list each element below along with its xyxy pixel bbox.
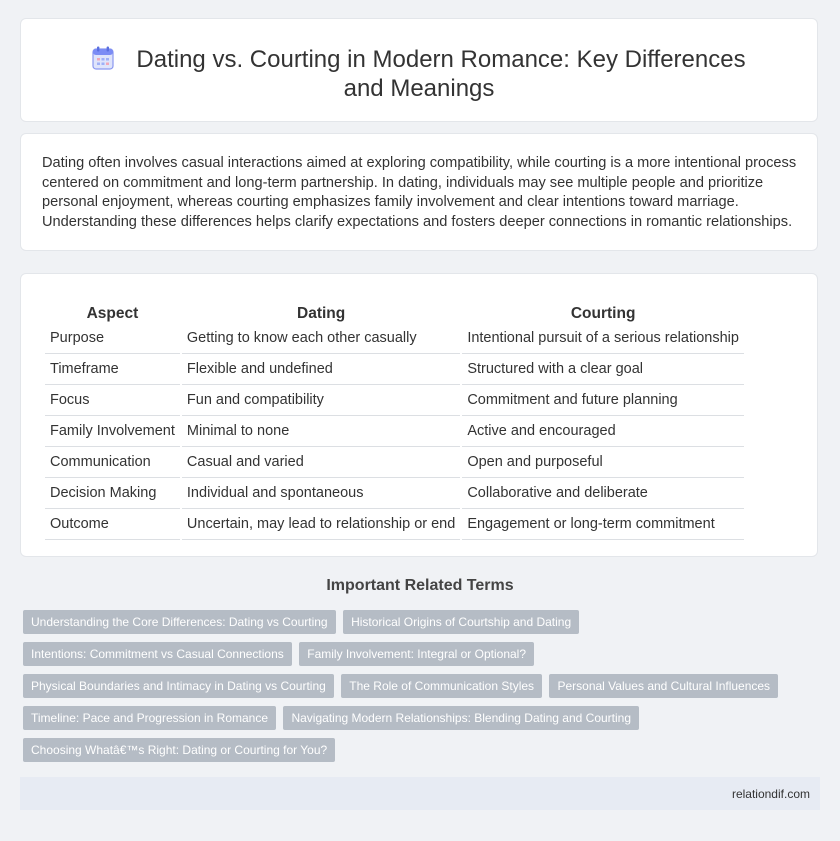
table-cell-aspect: Decision Making	[45, 478, 180, 509]
table-row	[45, 478, 744, 509]
table-row	[45, 416, 744, 447]
table-cell-dating: Getting to know each other casually	[182, 323, 460, 354]
table-cell-aspect: Focus	[45, 385, 180, 416]
table-cell-courting: Structured with a clear goal	[462, 354, 744, 385]
page-title-text: Dating vs. Courting in Modern Romance: Key Differences and Meanings	[136, 46, 746, 102]
related-term-tag[interactable]: Intentions: Commitment vs Casual Connections	[23, 642, 292, 666]
table-cell-aspect: Outcome	[45, 509, 180, 540]
table-row	[45, 447, 744, 478]
related-term-tag[interactable]: Timeline: Pace and Progression in Romance	[23, 706, 276, 730]
related-terms-heading: Important Related Terms	[326, 577, 514, 594]
page-title	[21, 19, 817, 103]
table-row	[45, 385, 744, 416]
related-term-tag[interactable]: Personal Values and Cultural Influences	[549, 674, 778, 698]
header-card	[20, 18, 818, 122]
footer	[20, 777, 820, 810]
table-cell-dating: Casual and varied	[182, 447, 460, 478]
table-cell-courting: Engagement or long-term commitment	[462, 509, 744, 540]
intro-card	[20, 133, 818, 251]
table-cell-dating: Individual and spontaneous	[182, 478, 460, 509]
table-cell-dating: Uncertain, may lead to relationship or end	[182, 509, 460, 540]
table-cell-aspect: Family Involvement	[45, 416, 180, 447]
related-term-tag[interactable]: Family Involvement: Integral or Optional?	[299, 642, 534, 666]
table-header-row	[45, 294, 744, 323]
intro-paragraph: Dating often involves casual interactions aimed at exploring compatibility, while courting is a more intentional process centered on commitment and long-term partnership. In dating, individuals may see multiple people and prioritize personal enjoyment, whereas courting emphasizes family involvement and clear intentions toward marriage. Understanding these differences helps clarify expectations and fosters deeper connections in romantic relationships.	[42, 155, 797, 230]
related-term-tag[interactable]: Choosing Whatâ€™s Right: Dating or Courting for You?	[23, 738, 335, 762]
column-header-courting: Courting	[570, 305, 636, 322]
related-term-tag[interactable]: Historical Origins of Courtship and Dating	[343, 610, 579, 634]
related-term-tag[interactable]: Physical Boundaries and Intimacy in Dating vs Courting	[23, 674, 334, 698]
comparison-table	[43, 294, 746, 540]
table-cell-courting: Commitment and future planning	[462, 385, 744, 416]
table-row	[45, 354, 744, 385]
column-header-aspect: Aspect	[86, 305, 139, 322]
table-cell-dating: Flexible and undefined	[182, 354, 460, 385]
table-cell-aspect: Communication	[45, 447, 180, 478]
table-cell-courting: Collaborative and deliberate	[462, 478, 744, 509]
related-term-tag[interactable]: Navigating Modern Relationships: Blending Dating and Courting	[283, 706, 639, 730]
column-header-dating: Dating	[297, 305, 346, 322]
table-row	[45, 509, 744, 540]
table-cell-courting: Intentional pursuit of a serious relationship	[462, 323, 744, 354]
calendar-icon	[92, 46, 114, 70]
table-cell-dating: Fun and compatibility	[182, 385, 460, 416]
table-row	[45, 323, 744, 354]
table-cell-aspect: Timeframe	[45, 354, 180, 385]
footer-site-link[interactable]: relationdif.com	[731, 787, 810, 801]
table-cell-dating: Minimal to none	[182, 416, 460, 447]
related-term-tag[interactable]: The Role of Communication Styles	[341, 674, 542, 698]
comparison-table-card	[20, 273, 818, 557]
table-cell-courting: Active and encouraged	[462, 416, 744, 447]
related-term-tag[interactable]: Understanding the Core Differences: Dating vs Courting	[23, 610, 336, 634]
table-cell-aspect: Purpose	[45, 323, 180, 354]
table-cell-courting: Open and purposeful	[462, 447, 744, 478]
related-terms-list	[23, 610, 813, 770]
